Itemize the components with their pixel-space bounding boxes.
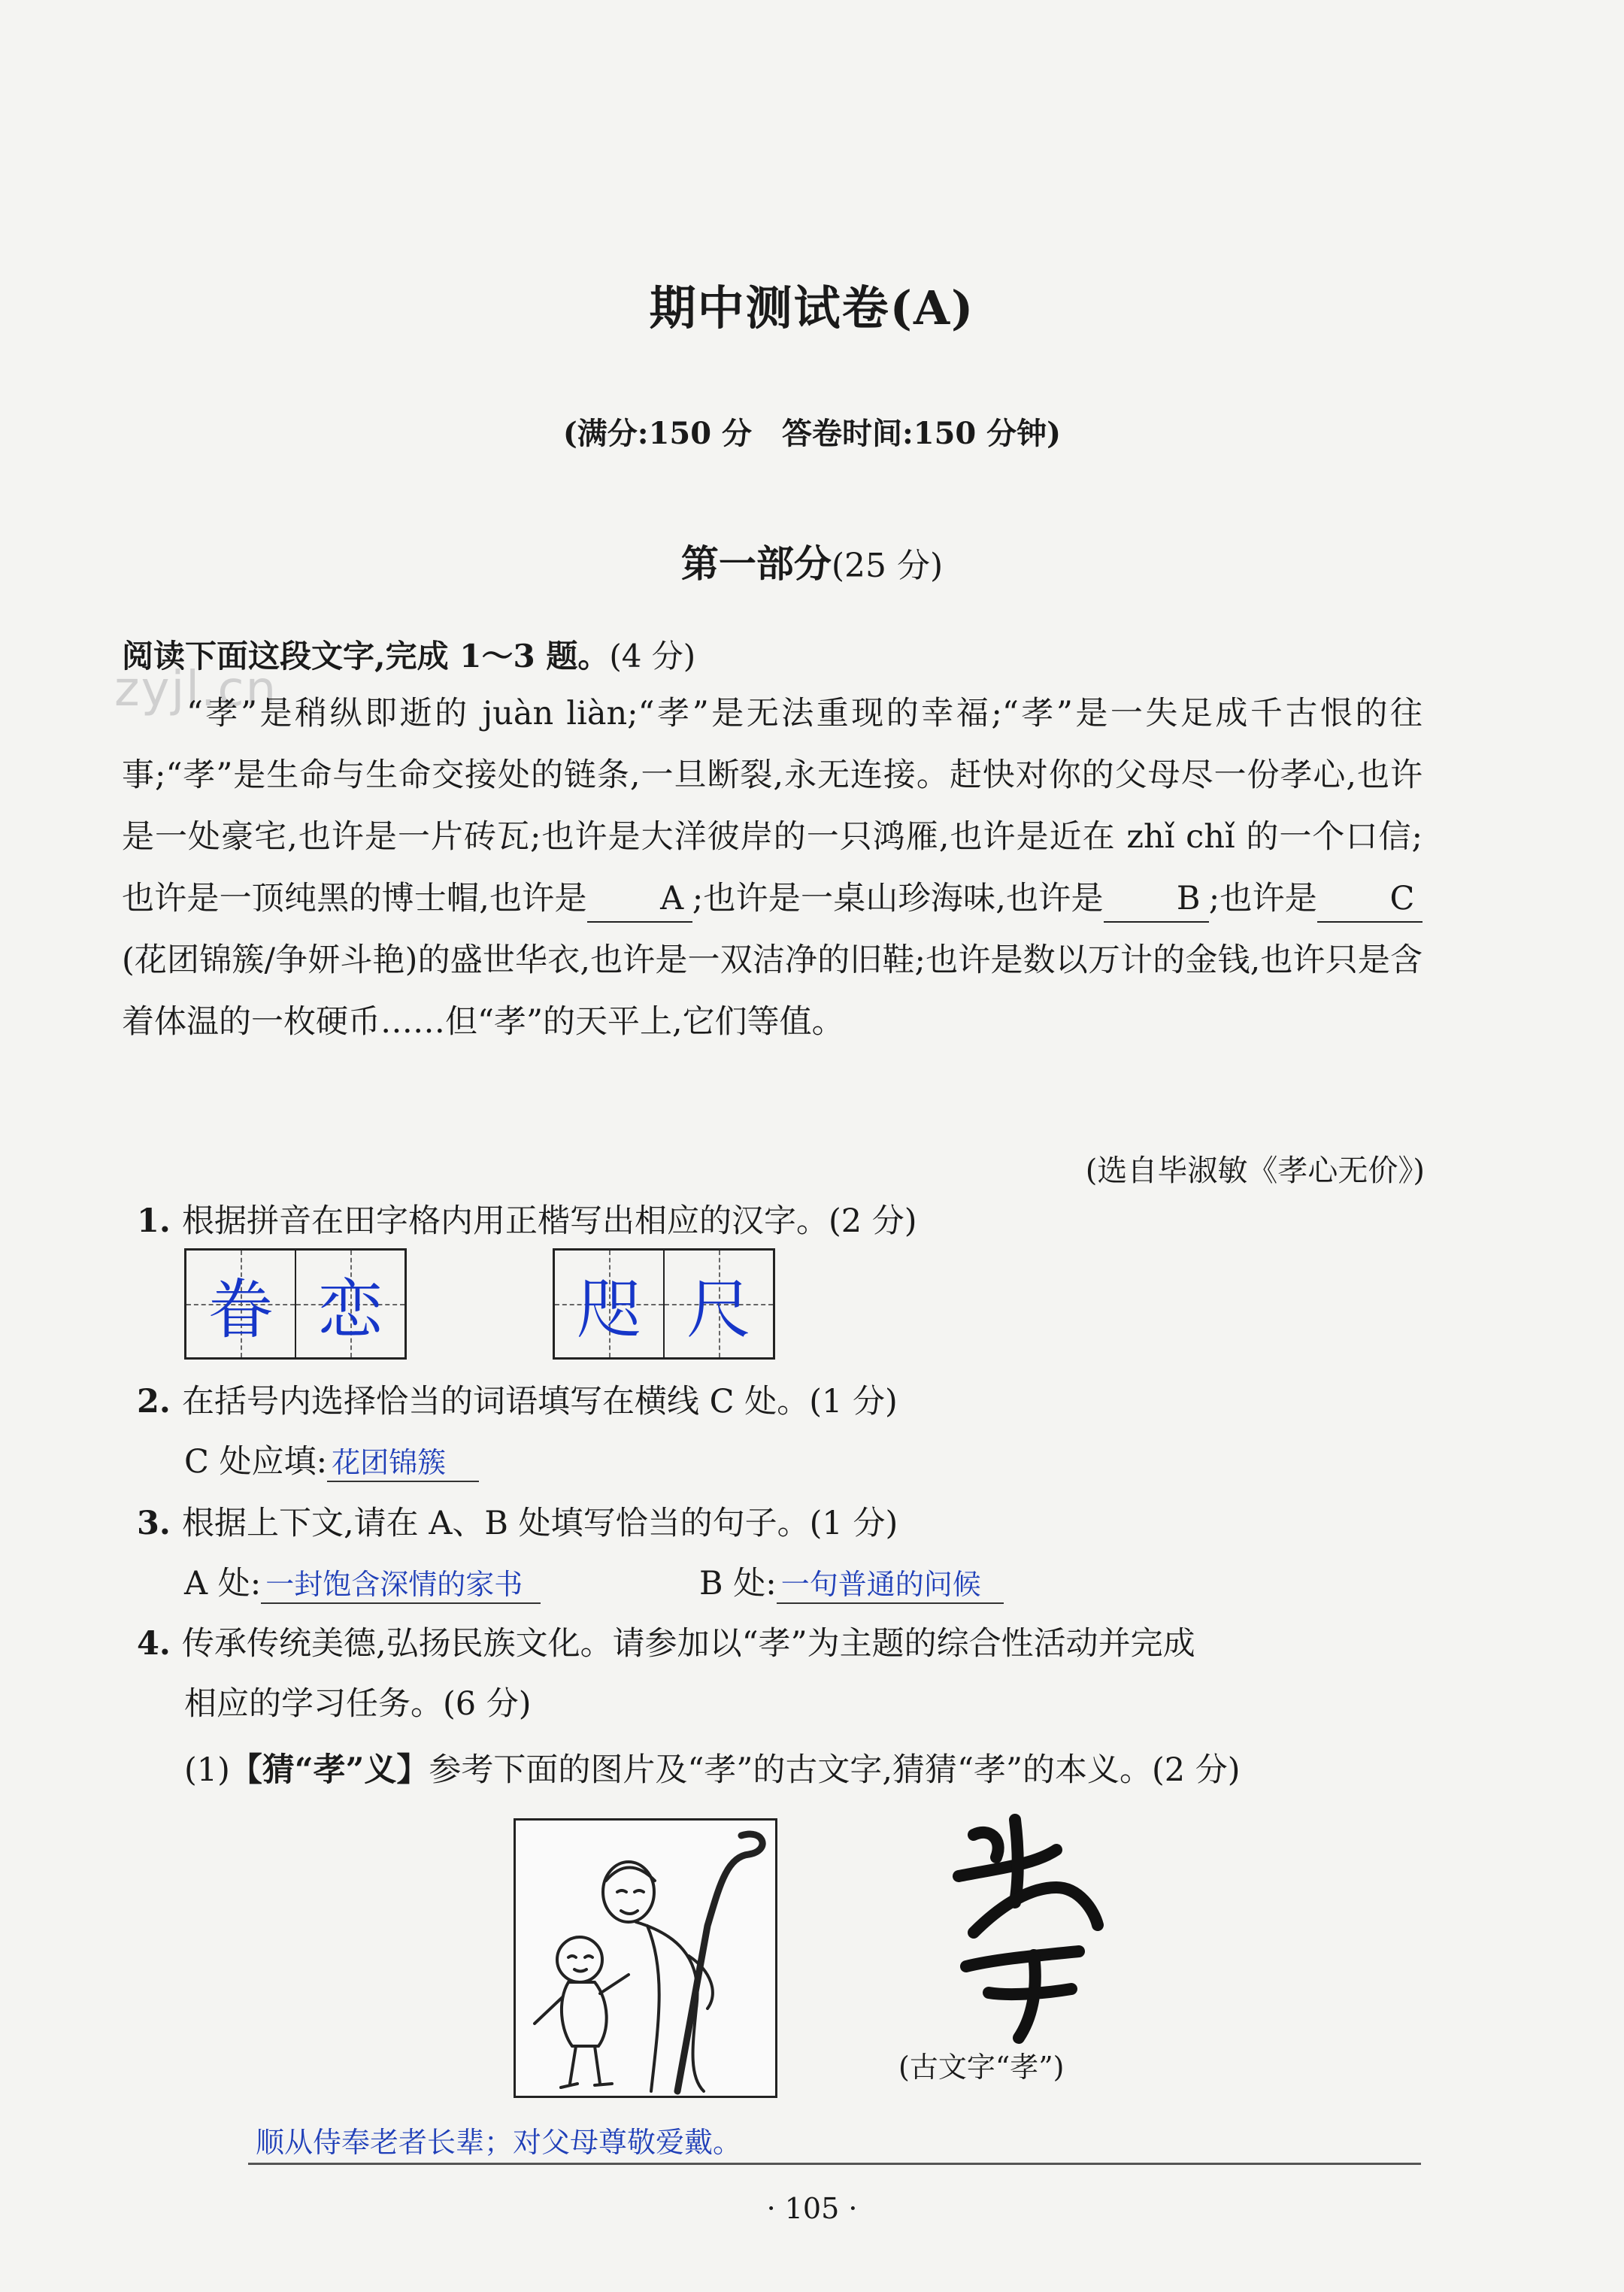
answer-c: 花团锦簇 [327, 1439, 479, 1482]
question-text: 在括号内选择恰当的词语填写在横线 C 处。(1 分) [182, 1383, 898, 1420]
tianzi-grid-2 [553, 1248, 775, 1360]
passage-segment-4: (花团锦簇/争妍斗艳)的盛世华衣,也许是一双洁净的旧鞋;也许是数以万计的金钱,也许只是含着体温的一枚硬币……但“孝”的天平上,它们等值。 [122, 941, 1423, 1041]
answer-label: B 处: [699, 1565, 777, 1602]
question-text: 根据上下文,请在 A、B 处填写恰当的句子。(1 分) [182, 1505, 898, 1542]
question-text-line1: 传承传统美德,弘扬民族文化。请参加以“孝”为主题的综合性活动并完成 [182, 1625, 1195, 1663]
section-label: 第一部分 [680, 541, 832, 586]
grid-cell [555, 1251, 665, 1357]
page-number: · 105 · [766, 2192, 858, 2225]
passage-source: (选自毕淑敏《孝心无价》) [1085, 1154, 1425, 1188]
tianzi-grid-1 [184, 1248, 407, 1360]
sub-text: 参考下面的图片及“孝”的古文字,猜猜“孝”的本义。(2 分) [429, 1751, 1241, 1789]
watermark: zyjl.cn [114, 662, 278, 717]
question-4-line2: 相应的学习任务。(6 分) [184, 1685, 532, 1723]
answer-a: 一封饱含深情的家书 [261, 1561, 541, 1604]
handwritten-char: 恋 [318, 1272, 383, 1348]
answer-c-row [184, 1436, 479, 1482]
grid-cell [665, 1251, 773, 1357]
answer-a-row [184, 1558, 541, 1604]
glyph-caption: (古文字“孝”) [898, 2051, 1065, 2084]
handwritten-char: 咫 [577, 1272, 641, 1348]
ancient-xiao-glyph [944, 1805, 1109, 2053]
page-title: 期中测试卷(A) [649, 280, 975, 335]
answer-b: 一句普通的问候 [777, 1561, 1004, 1604]
blank-b: B [1104, 876, 1209, 923]
answer-label: A 处: [184, 1565, 262, 1602]
section-heading [0, 534, 1624, 588]
passage-segment-2: ;也许是一桌山珍海味,也许是 [692, 880, 1104, 917]
question-number: 2. [137, 1383, 171, 1420]
question-number: 4. [137, 1625, 171, 1663]
illustration-elder-child [514, 1818, 777, 2098]
sub-tag: 【猜“孝”义】 [229, 1751, 429, 1789]
question-1 [137, 1196, 917, 1242]
handwritten-char: 眷 [208, 1272, 273, 1348]
exam-info: (满分:150 分 答卷时间:150 分钟) [562, 416, 1062, 451]
question-2 [137, 1376, 898, 1422]
answer-line [248, 2163, 1421, 2165]
grid-cell [296, 1251, 404, 1357]
illustration-drawing [516, 1821, 775, 2096]
answer-b-row [699, 1558, 1004, 1604]
question-number: 1. [137, 1202, 171, 1240]
section-points: (25 分) [831, 547, 944, 585]
grid-cell [186, 1251, 296, 1357]
instruction-text: 阅读下面这段文字,完成 1～3 题。 [122, 638, 610, 675]
question-4 [137, 1618, 1438, 1664]
question-text: 根据拼音在田字格内用正楷写出相应的汉字。(2 分) [182, 1202, 917, 1240]
question-4-1 [184, 1745, 1241, 1790]
answer-label: C 处应填: [184, 1443, 328, 1481]
sub-prefix: (1) [184, 1751, 230, 1789]
instruction-points: (4 分) [609, 638, 696, 675]
reading-passage [122, 683, 1423, 1053]
question-3 [137, 1498, 898, 1544]
ancient-glyph-drawing [944, 1805, 1109, 2053]
blank-c: C [1317, 876, 1423, 923]
handwritten-char: 尺 [686, 1272, 751, 1348]
answer-4-1: 顺从侍奉老者长辈；对父母尊敬爱戴。 [256, 2126, 742, 2159]
blank-a: A [587, 876, 692, 923]
passage-segment-3: ;也许是 [1208, 880, 1317, 917]
question-number: 3. [137, 1505, 171, 1542]
passage-segment-1: “孝”是稍纵即逝的 juàn liàn;“孝”是无法重现的幸福;“孝”是一失足成千古恨的往事;“孝”是生命与生命交接处的链条,一旦断裂,永无连接。赶快对你的父母尽一份孝心,也许是一处豪宅,也许是一片砖瓦;也许是大洋彼岸的一只鸿雁,也许是近在 zhǐ chǐ 的一个口信;也许是一顶纯黑的博士帽,也许是 [122, 695, 1423, 917]
